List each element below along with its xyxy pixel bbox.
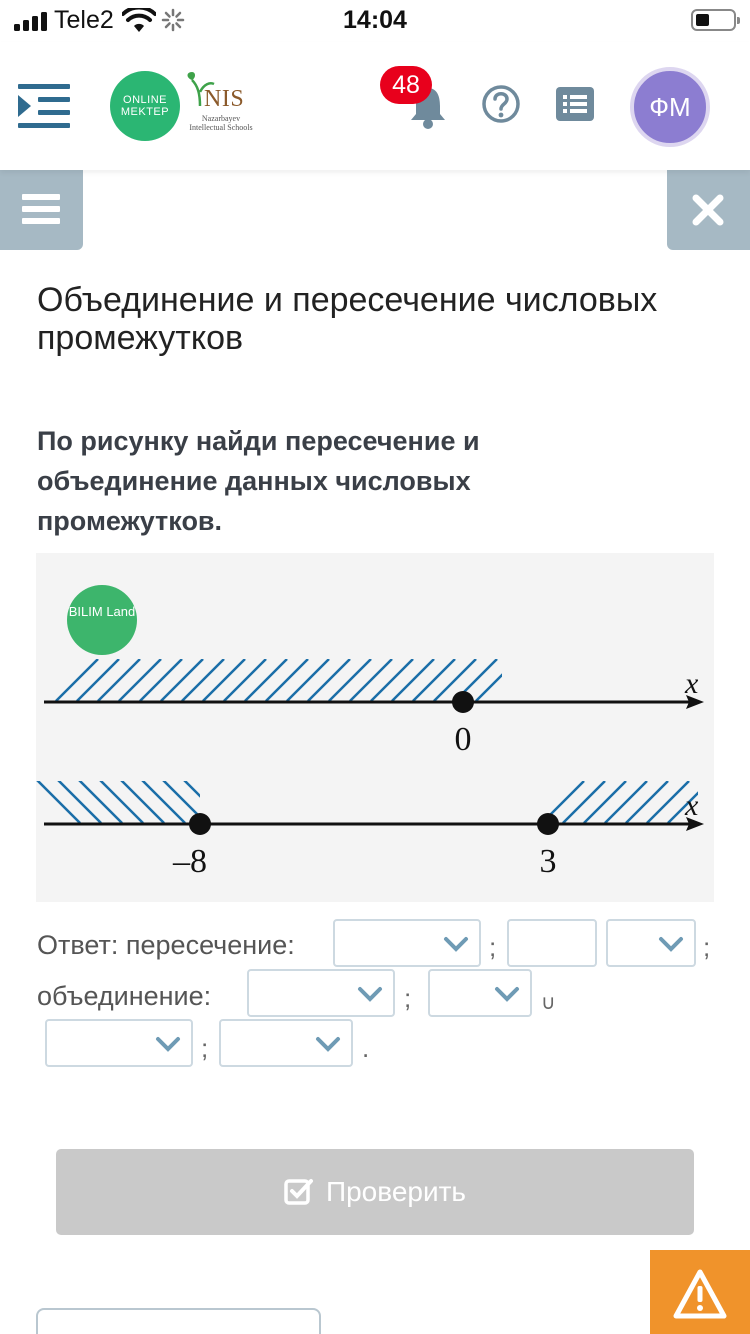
axis-label-x2: x — [685, 789, 699, 822]
list-icon-glyph — [556, 87, 594, 121]
label-minus8: –8 — [173, 843, 207, 880]
chevron-down-icon — [443, 933, 469, 955]
union-symbol: ∪ — [541, 992, 556, 1014]
chevron-down-icon — [658, 933, 684, 955]
number-line-drawing — [36, 553, 714, 902]
separator: ; — [404, 983, 412, 1013]
nis-logo — [184, 70, 254, 142]
chevron-down-icon — [155, 1033, 181, 1055]
signal-icon — [14, 11, 47, 31]
close-button[interactable] — [667, 170, 750, 250]
task-text: По рисунку найди пересечение и объединение данных числовых промежутков. — [37, 426, 480, 536]
avatar[interactable]: ФМ — [630, 67, 710, 147]
intersection-end-input[interactable] — [507, 919, 597, 967]
end-period: . — [362, 1033, 370, 1063]
bottom-panel — [36, 1308, 321, 1334]
point-minus8 — [189, 813, 211, 835]
label-3: 3 — [539, 843, 557, 880]
notification-badge: 48 — [380, 66, 432, 104]
status-bar — [0, 0, 750, 42]
check-button-label: Проверить — [325, 1176, 467, 1207]
union-first-end-dropdown[interactable] — [428, 969, 532, 1017]
point-0 — [452, 691, 474, 713]
intersection-bracket-dropdown[interactable] — [606, 919, 696, 967]
union-second-end-dropdown[interactable] — [219, 1019, 353, 1067]
help-icon[interactable] — [481, 84, 521, 124]
intersection-label: Ответ: пересечение: — [37, 930, 295, 960]
intersection-start-dropdown[interactable] — [333, 919, 481, 967]
separator: ; — [489, 932, 497, 962]
separator: ; — [703, 932, 711, 962]
report-issue-button[interactable] — [650, 1250, 750, 1334]
union-first-start-dropdown[interactable] — [247, 969, 395, 1017]
menu-indent-icon[interactable] — [18, 82, 70, 130]
online-mektep-logo[interactable] — [110, 71, 180, 141]
bilimland-logo: BILIM Land — [67, 585, 137, 655]
battery-icon — [691, 9, 736, 31]
warning-icon — [650, 1250, 750, 1334]
point-3 — [537, 813, 559, 835]
side-menu-button[interactable] — [0, 170, 83, 250]
hatch-line1 — [56, 659, 518, 701]
nis-logo-text: NIS — [204, 86, 245, 112]
union-label: объединение: — [37, 981, 212, 1011]
separator: ; — [201, 1033, 209, 1063]
app-header — [0, 42, 750, 170]
hamburger-icon — [0, 170, 83, 250]
chevron-down-icon — [357, 983, 383, 1005]
chevron-down-icon — [315, 1033, 341, 1055]
nis-logo-subtitle: Nazarbayev Intellectual Schools — [189, 114, 253, 132]
lesson-title: Объединение и пересечение числовых промежутков — [37, 281, 658, 357]
number-line-figure — [36, 553, 714, 902]
check-button[interactable] — [56, 1149, 694, 1235]
carrier-name: Tele2 — [54, 6, 114, 34]
union-second-start-dropdown[interactable] — [45, 1019, 193, 1067]
checkbox-check-icon — [284, 1177, 314, 1207]
label-zero: 0 — [454, 721, 472, 758]
chevron-down-icon — [494, 983, 520, 1005]
activity-spinner-icon — [161, 8, 185, 32]
clock: 14:04 — [343, 6, 407, 34]
list-icon[interactable] — [556, 87, 594, 121]
online-mektep-logo-text: ONLINE MEKTEP — [120, 94, 170, 118]
wifi-icon — [122, 8, 156, 34]
close-icon — [667, 170, 750, 250]
axis-label-x1: x — [685, 667, 699, 700]
